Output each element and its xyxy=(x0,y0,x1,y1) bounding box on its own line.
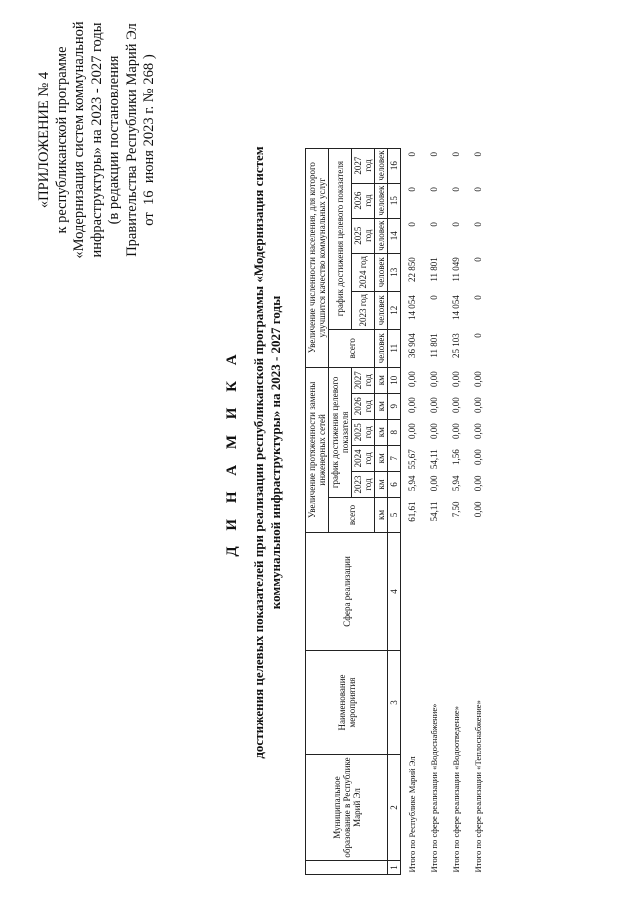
unit-cell: км xyxy=(375,367,388,393)
table-cell: 0,00 xyxy=(451,423,461,439)
table-cell: 0,00 xyxy=(473,371,483,387)
column-number: 8 xyxy=(388,419,401,445)
column-number: 13 xyxy=(388,253,401,291)
header-sphere: Сфера реализации xyxy=(306,533,388,651)
row-label: Итого по Республике Марий Эл xyxy=(407,756,417,873)
table-cell: 14 054 xyxy=(451,295,461,320)
header-measure: Наименование мероприятия xyxy=(306,651,388,755)
header-municipality: Муниципальное образование в Республике Марий Эл xyxy=(306,755,388,861)
column-number: 7 xyxy=(388,445,401,471)
appendix-line: к республиканской программе xyxy=(53,46,70,234)
table-cell: 0,00 xyxy=(429,475,439,492)
unit-cell: км xyxy=(375,445,388,471)
header-year: 2023 год xyxy=(352,472,375,498)
table-cell: 11 049 xyxy=(451,257,461,282)
column-number-row xyxy=(388,148,401,874)
table-cell: 0,00 xyxy=(473,501,483,518)
column-number: 3 xyxy=(388,651,401,755)
column-number: 2 xyxy=(388,755,401,861)
table-cell: 54,11 xyxy=(429,449,439,470)
table-cell: 0 xyxy=(473,152,483,157)
unit-cell: человек xyxy=(375,253,388,291)
appendix-line: «Модернизация систем коммунальной xyxy=(71,21,87,259)
unit-cell: человек xyxy=(375,291,388,329)
table-cell: 0 xyxy=(407,222,417,227)
table-cell: 0 xyxy=(473,257,483,262)
column-number: 10 xyxy=(388,367,401,393)
header-total-people: всего xyxy=(329,329,375,367)
column-number: 1 xyxy=(388,861,401,875)
table-cell: 0 xyxy=(451,152,461,157)
unit-cell: км xyxy=(375,472,388,498)
row-label: Итого по сфере реализации «Теплоснабжение» xyxy=(473,700,483,873)
table-cell: 0 xyxy=(407,187,417,192)
header-year: 2026 год xyxy=(352,393,375,419)
unit-cell: км xyxy=(375,498,388,533)
unit-cell: человек xyxy=(375,329,388,367)
table-cell: 54,11 xyxy=(429,501,439,522)
targets-table xyxy=(305,148,489,875)
column-number: 4 xyxy=(388,533,401,651)
table-cell: 0,00 xyxy=(451,397,461,413)
table-cell: 5,94 xyxy=(451,475,461,492)
table-cell: 0,00 xyxy=(429,371,439,387)
table-cell: 0 xyxy=(451,222,461,227)
column-number: 16 xyxy=(388,148,401,183)
header-row xyxy=(306,148,329,874)
table-row xyxy=(467,148,489,874)
unit-cell: человек xyxy=(375,148,388,183)
table-row xyxy=(445,148,467,874)
table-cell: 0,00 xyxy=(473,397,483,413)
appendix-line: (в редакции постановления xyxy=(106,55,122,225)
table-cell: 1,56 xyxy=(451,449,461,465)
date-day: 16 xyxy=(141,190,157,205)
header-year: 2023 год xyxy=(352,291,375,329)
table-cell: 61,61 xyxy=(407,501,417,522)
table-row xyxy=(401,148,424,874)
table-cell: 0,00 xyxy=(473,423,483,439)
table-cell: 0 xyxy=(473,295,483,300)
table-cell: 0 xyxy=(429,222,439,227)
document-number: 268 xyxy=(141,62,157,85)
unit-cell: км xyxy=(375,393,388,419)
table-cell: 0,00 xyxy=(429,397,439,413)
header-year: 2024 год xyxy=(352,445,375,471)
table-cell: 0 xyxy=(473,333,483,338)
row-label: Итого по сфере реализации «Водоотведение» xyxy=(451,705,461,873)
table-cell: 0,00 xyxy=(429,423,439,439)
table-cell: 36 904 xyxy=(407,333,417,358)
header-year: 2027 год xyxy=(352,148,375,183)
date-suffix: ) xyxy=(141,54,157,60)
table-cell: 5,94 xyxy=(407,475,417,492)
header-schedule-km: график достижения целевого показателя xyxy=(329,367,352,497)
header-year: 2024 год xyxy=(352,253,375,291)
table-cell: 0 xyxy=(429,152,439,157)
table-cell: 0 xyxy=(429,295,439,300)
header-network-group: Увеличение протяженности замены инженерных сетей xyxy=(306,367,329,532)
table-cell: 11 801 xyxy=(429,257,439,282)
table-cell: 0 xyxy=(473,187,483,192)
column-number: 9 xyxy=(388,393,401,419)
unit-cell: км xyxy=(375,419,388,445)
table-cell: 25 103 xyxy=(451,333,461,358)
appendix-block xyxy=(36,15,159,265)
table-cell: 0,00 xyxy=(407,423,417,439)
table-cell: 0,00 xyxy=(407,397,417,413)
header-schedule-people: график достижения целевого показателя xyxy=(329,148,352,329)
row-label: Итого по сфере реализации «Водоснабжение» xyxy=(429,703,439,873)
unit-cell: человек xyxy=(375,183,388,218)
column-number: 5 xyxy=(388,498,401,533)
date-prefix: от xyxy=(141,212,157,226)
document-subtitle: достижения целевых показателей при реализации республиканской программы «Модернизация систем коммунальной инфраструктуры» на 2023 - 2027 годы xyxy=(251,146,283,759)
header-year: 2025 год xyxy=(352,419,375,445)
header-year: 2025 год xyxy=(352,218,375,253)
appendix-date-line xyxy=(141,15,159,265)
appendix-line: Правительства Республики Марий Эл xyxy=(123,23,140,257)
table-cell: 0,00 xyxy=(407,371,417,387)
unit-cell: человек xyxy=(375,218,388,253)
table-cell: 0,00 xyxy=(473,449,483,465)
table-cell: 14 054 xyxy=(407,295,417,320)
table-cell: 0 xyxy=(473,222,483,227)
header-year: 2027 год xyxy=(352,367,375,393)
table-cell: 55,67 xyxy=(407,449,417,470)
header-year: 2026 год xyxy=(352,183,375,218)
table-cell: 11 801 xyxy=(429,333,439,358)
header-population-group: Увеличение численности населения, для которого улучшится качество коммунальных услуг xyxy=(306,148,329,367)
column-number: 15 xyxy=(388,183,401,218)
appendix-line: инфраструктуры» на 2023 - 2027 годы xyxy=(88,22,105,258)
appendix-line: «ПРИЛОЖЕНИЕ № 4 xyxy=(36,71,52,209)
table-cell: 0 xyxy=(429,187,439,192)
table-cell: 7,50 xyxy=(451,501,461,518)
table-cell: 0 xyxy=(451,187,461,192)
column-number: 12 xyxy=(388,291,401,329)
date-middle: июня 2023 г. № xyxy=(141,88,157,184)
table-cell: 0 xyxy=(407,152,417,157)
column-number: 11 xyxy=(388,329,401,367)
table-cell: 22 850 xyxy=(407,257,417,282)
header-total-km: всего xyxy=(329,498,375,533)
column-number: 14 xyxy=(388,218,401,253)
document-title: Д И Н А М И К А xyxy=(224,348,240,557)
table-row xyxy=(423,148,445,874)
table-body xyxy=(401,148,490,874)
table-cell: 0,00 xyxy=(473,475,483,492)
column-number: 6 xyxy=(388,472,401,498)
table-cell: 0,00 xyxy=(451,371,461,387)
